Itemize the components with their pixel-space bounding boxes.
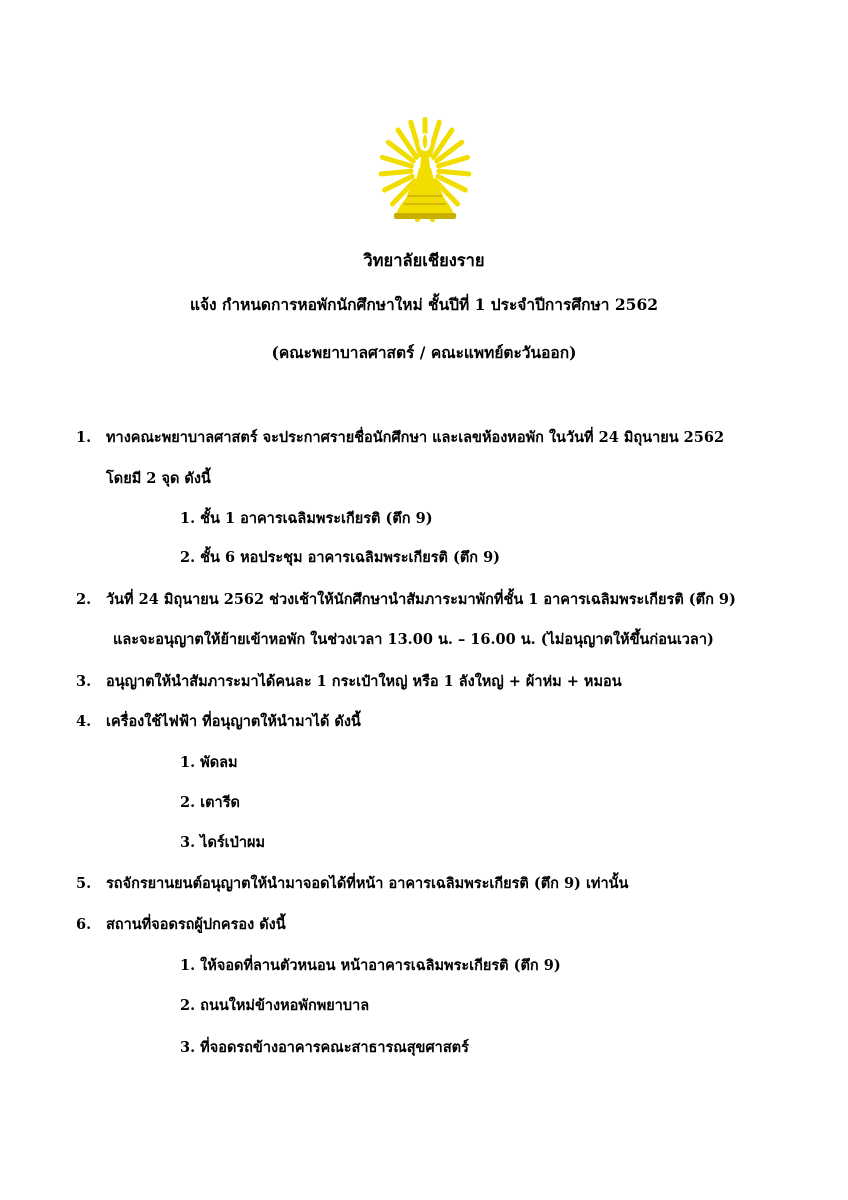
- item-5-text: รถจักรยานยนต์อนุญาตให้นำมาจอดได้ที่หน้า อาคารเฉลิมพระเกียรติ (ตึก 9) เท่านั้น: [106, 875, 629, 892]
- item-4-sub-1: 1. พัดลม: [180, 754, 238, 771]
- item-4-text: เครื่องใช้ไฟฟ้า ที่อนุญาตให้นำมาได้ ดังนี้: [106, 713, 361, 730]
- page-subtitle: แจ้ง กำหนดการหอพักนักศึกษาใหม่ ชั้นปีที่ 1 ประจำปีการศึกษา 2562: [189, 295, 659, 314]
- item-2-text: วันที่ 24 มิถุนายน 2562 ช่วงเช้าให้นักศึกษานำสัมภาระมาพักที่ชั้น 1 อาคารเฉลิมพระเกียรติ (ตึก 9): [106, 591, 736, 608]
- item-6-sub-1: 1. ให้จอดที่ลานตัวหนอน หน้าอาคารเฉลิมพระเกียรติ (ตึก 9): [180, 957, 561, 974]
- item-1-sub-2: 2. ชั้น 6 หอประชุม อาคารเฉลิมพระเกียรติ (ตึก 9): [180, 549, 501, 566]
- faculty-line: (คณะพยาบาลศาสตร์ / คณะแพทย์ตะวันออก): [271, 343, 577, 362]
- item-2-continuation: และจะอนุญาตให้ย้ายเข้าหอพัก ในช่วงเวลา 13.00 น. – 16.00 น. (ไม่อนุญาตให้ขึ้นก่อนเวลา): [113, 631, 714, 648]
- item-6-text: สถานที่จอดรถผู้ปกครอง ดังนี้: [106, 916, 286, 933]
- item-3-number: 3.: [76, 673, 92, 690]
- item-5-number: 5.: [76, 875, 92, 892]
- emblem-ray: [439, 171, 469, 174]
- item-1-continuation: โดยมี 2 จุด ดังนี้: [106, 470, 211, 487]
- item-4-sub-2: 2. เตารีด: [180, 794, 240, 811]
- page-title: วิทยาลัยเชียงราย: [363, 251, 485, 270]
- item-1-text: ทางคณะพยาบาลศาสตร์ จะประกาศรายชื่อนักศึกษา และเลขห้องหอพัก ในวันที่ 24 มิถุนายน 2562: [106, 429, 725, 446]
- item-3-text: อนุญาตให้นำสัมภาระมาได้คนละ 1 กระเป๋าใหญ่ หรือ 1 ลังใหญ่ + ผ้าห่ม + หมอน: [106, 673, 622, 690]
- item-1-sub-1: 1. ชั้น 1 อาคารเฉลิมพระเกียรติ (ตึก 9): [180, 510, 433, 527]
- item-6-sub-3: 3. ที่จอดรถข้างอาคารคณะสาธารณสุขศาสตร์: [180, 1039, 469, 1056]
- item-2-number: 2.: [76, 591, 92, 608]
- item-4-sub-3: 3. ไดร์เป่าผม: [180, 834, 266, 851]
- emblem-ray: [381, 171, 411, 174]
- university-emblem-icon: [378, 108, 472, 222]
- item-1-number: 1.: [76, 429, 92, 446]
- item-6-sub-2: 2. ถนนใหม่ข้างหอพักพยาบาล: [180, 997, 370, 1014]
- item-6-number: 6.: [76, 916, 92, 933]
- item-4-number: 4.: [76, 713, 92, 730]
